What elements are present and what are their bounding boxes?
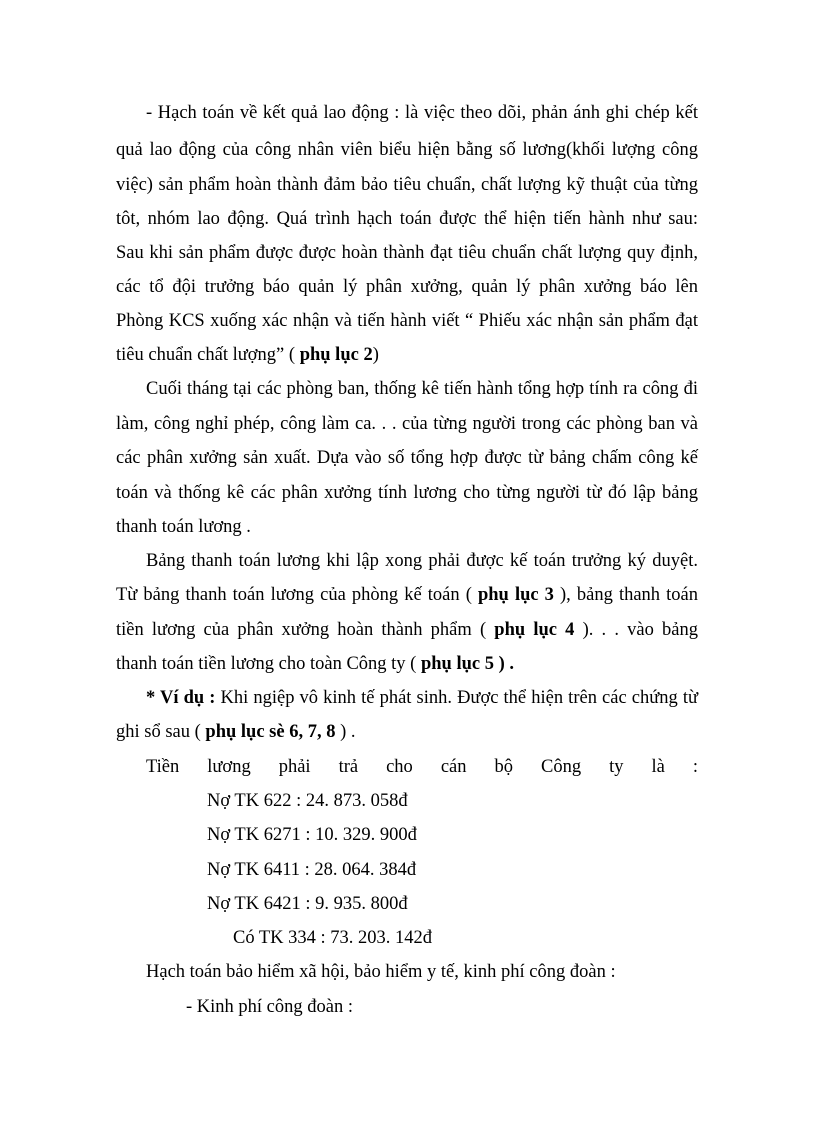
appendix-ref-5: phụ lục 5: [420, 654, 494, 674]
p3-line-3: [116, 621, 698, 640]
credit-entry-334: Có TK 334 : 73. 203. 142đ: [233, 928, 433, 948]
p2-line-4: toán và thống kê các phân xưởng tính lương cho từng người từ đó lập bảng: [116, 483, 698, 503]
p1-line-5: Sau khi sản phẩm được được hoàn thành đạt tiêu chuẩn chất lượng quy định,: [116, 243, 698, 263]
p1-line-3: việc) sản phẩm hoàn thành đảm bảo tiêu chuẩn, chất lượng kỹ thuật của từng: [116, 175, 698, 195]
p3-line-4: [116, 655, 698, 674]
appendix-ref-4: phụ lục 4: [494, 620, 575, 640]
p3-line-4-text: thanh toán tiền lương cho toàn Công ty (: [116, 654, 421, 674]
p1-line-8-close: ): [372, 345, 379, 365]
salary-word: :: [692, 757, 698, 777]
appendix-ref-3: phụ lục 3: [477, 585, 554, 605]
salary-word: cho: [386, 757, 413, 777]
salary-word: là: [651, 757, 665, 777]
example-line-1-text: Khi ngiệp vô kinh tế phát sinh. Được thể hiện trên các chứng từ: [215, 688, 699, 708]
example-line-2-text: ghi sổ sau (: [116, 722, 206, 742]
p1-line-7: Phòng KCS xuống xác nhận và tiến hành viết “ Phiếu xác nhận sản phẩm đạt: [116, 311, 698, 331]
salary-word: trả: [338, 757, 359, 777]
p1-line-4: tôt, nhóm lao động. Quá trình hạch toán được thể hiện tiến hành như sau:: [116, 209, 698, 229]
salary-word: ty: [609, 757, 624, 777]
salary-word: phải: [278, 757, 311, 777]
p3-line-2: [116, 586, 698, 605]
p3-line-3-rest: ). . . vào bảng: [574, 620, 698, 640]
p2-line-1: Cuối tháng tại các phòng ban, thống kê tiến hành tổng hợp tính ra công đi: [146, 379, 698, 399]
p3-line-4-close: ) .: [494, 654, 515, 674]
salary-word: lương: [207, 757, 251, 777]
salary-word: cán: [440, 757, 467, 777]
p1-line-8-text: tiêu chuẩn chất lượng” (: [116, 345, 300, 365]
union-fee-item: - Kinh phí công đoàn :: [186, 997, 353, 1017]
example-line-2: [116, 723, 698, 742]
example-line-1: [146, 689, 698, 708]
salary-word: Công: [541, 757, 582, 777]
p2-line-2: làm, công nghỉ phép, công làm ca. . . của từng người trong các phòng ban và: [116, 414, 698, 434]
salary-word: bộ: [494, 757, 513, 777]
p1-line-6: các tổ đội trưởng báo quản lý phân xưởng, quản lý phân xưởng báo lên: [116, 277, 698, 297]
p3-line-2-rest: ), bảng thanh toán: [553, 585, 698, 605]
debit-entry-622: Nợ TK 622 : 24. 873. 058đ: [207, 791, 408, 811]
p3-line-1: Bảng thanh toán lương khi lập xong phải được kế toán trưởng ký duyệt.: [146, 551, 698, 571]
p3-line-2-text: Từ bảng thanh toán lương của phòng kế toán (: [116, 585, 478, 605]
p2-line-3: các phân xưởng sản xuất. Dựa vào số tổng hợp được từ bảng chấm công kế: [116, 448, 698, 468]
example-label: * Ví dụ :: [146, 688, 216, 708]
p1-line-8: [116, 346, 698, 365]
example-line-2-close: ) .: [335, 722, 356, 742]
p2-line-5: thanh toán lương .: [116, 517, 251, 537]
insurance-heading: Hạch toán bảo hiểm xã hội, bảo hiểm y tế, kinh phí công đoàn :: [146, 962, 616, 982]
debit-entry-6421: Nợ TK 6421 : 9. 935. 800đ: [207, 894, 408, 914]
debit-entry-6271: Nợ TK 6271 : 10. 329. 900đ: [207, 825, 417, 845]
salary-word: Tiền: [146, 757, 180, 777]
appendix-ref-6-7-8: phụ lục sè 6, 7, 8: [205, 722, 336, 742]
p3-line-3-text: tiền lương của phân xưởng hoàn thành phẩm (: [116, 620, 495, 640]
debit-entry-6411: Nợ TK 6411 : 28. 064. 384đ: [207, 860, 417, 880]
p1-line-2: quả lao động của công nhân viên biểu hiện bằng số lương(khối lượng công: [116, 140, 698, 160]
salary-payable-line: [146, 758, 698, 777]
p1-line-1: - Hạch toán về kết quả lao động : là việc theo dõi, phản ánh ghi chép kết: [146, 103, 698, 123]
appendix-ref-2: phụ lục 2: [299, 345, 373, 365]
